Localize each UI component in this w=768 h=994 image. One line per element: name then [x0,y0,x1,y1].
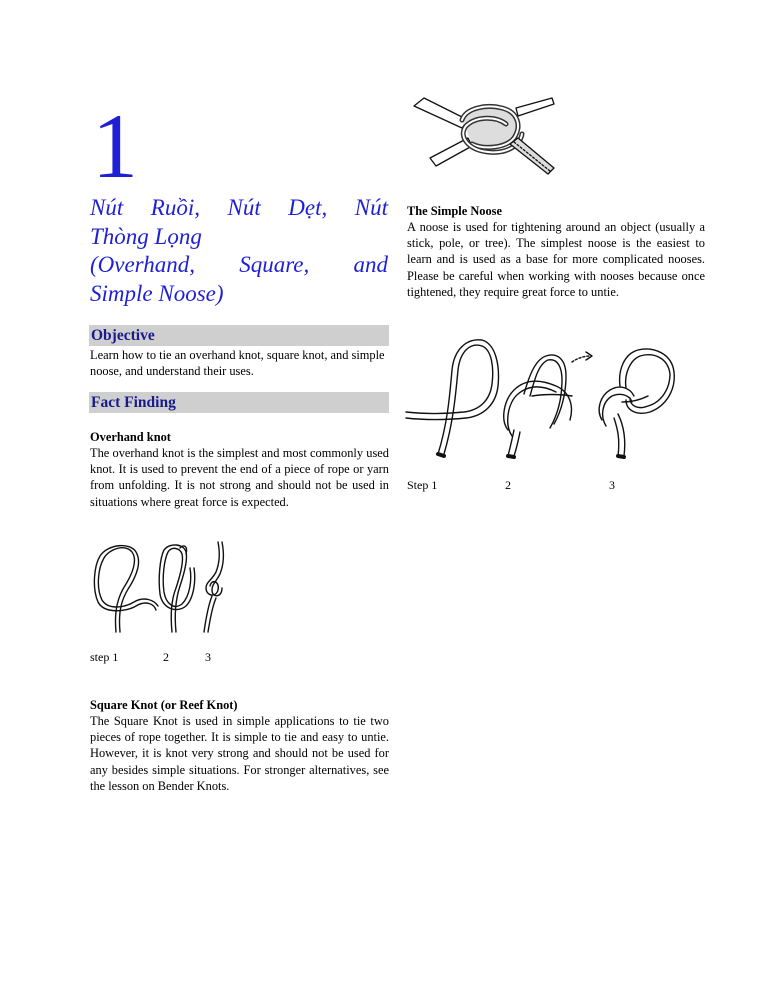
noose-text: A noose is used for tightening around an object (usually a stick, pole, or tree). The simplest noose is the easiest to learn and is used as a base for more complicated nooses. Please be careful when working with nooses because once tightened, they require great force to untie. [407,220,705,299]
square-knot-illustration [410,94,556,178]
noose-step-3-figure [599,349,674,457]
noose-step-3-label: 3 [609,478,615,492]
fact-finding-heading: Fact Finding [89,392,389,413]
objective-heading: Objective [89,325,389,346]
noose-steps-illustration [404,340,690,464]
chapter-title [90,194,388,308]
overhand-heading: Overhand knot [90,430,171,444]
overhand-step-3-figure [204,542,223,632]
chapter-number: 1 [92,95,138,197]
overhand-step-1-figure [94,546,158,632]
overhand-step-2-label: 2 [163,650,169,664]
title-line-2: Thòng Lọng [90,223,202,249]
objective-text: Learn how to tie an overhand knot, square knot, and simple noose, and understand their uses. [90,348,385,379]
square-knot-text: The Square Knot is used in simple applications to tie two pieces of rope together. It is simple to tie and easy to untie. However, it is knot very strong and should not be used for any besides simple situations. For stronger alternatives, see the lesson on Bender Knots. [90,714,389,793]
overhand-step-2-figure [159,545,195,632]
title-line-1: Nút Ruồi, Nút Dẹt, Nút [90,195,388,220]
overhand-step-3-label: 3 [205,650,211,664]
noose-step-2-label: 2 [505,478,511,492]
title-line-4: Simple Noose) [90,280,224,306]
square-knot-heading: Square Knot (or Reef Knot) [90,698,238,712]
noose-step-1-label: Step 1 [407,478,438,492]
overhand-steps-illustration [88,540,238,636]
noose-step-2-figure [504,352,592,457]
overhand-text: The overhand knot is the simplest and most commonly used knot. It is used to prevent the end of a piece of rope or yarn from unfolding. It is not strong and should not be used in situations where great force is expected. [90,446,389,509]
title-line-3: (Overhand, Square, and [90,252,388,277]
overhand-step-1-label: step 1 [90,650,119,664]
noose-heading: The Simple Noose [407,204,502,218]
noose-step-1-figure [406,340,498,456]
